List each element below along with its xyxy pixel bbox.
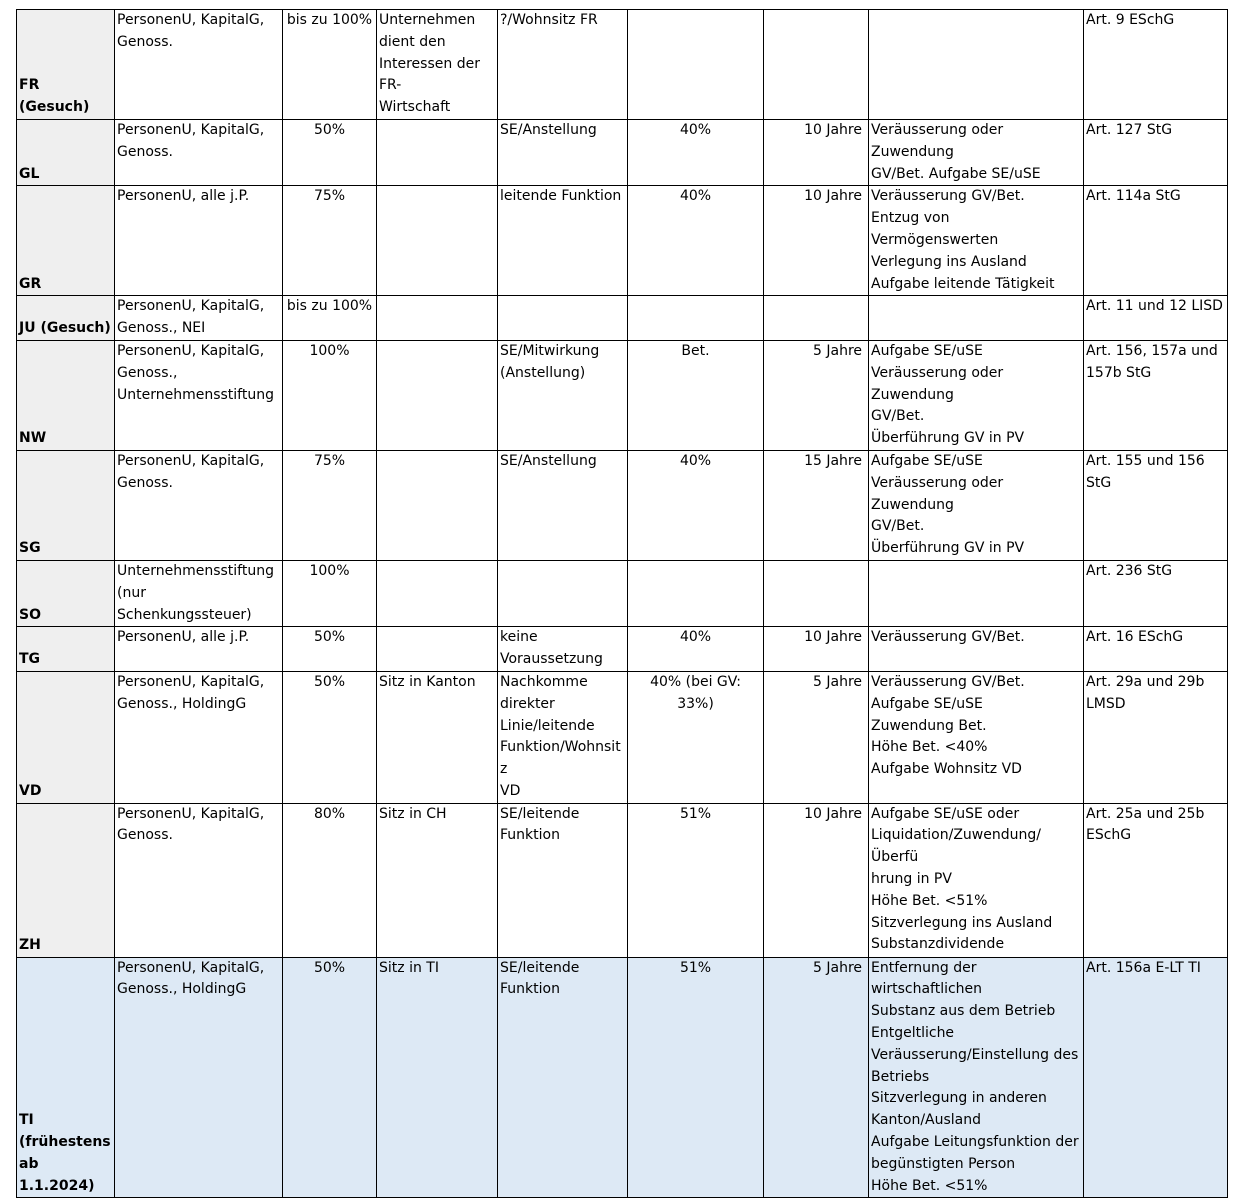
- table-row: [17, 296, 1228, 341]
- nachbesteuerung-cell: Entfernung der wirtschaftlichen Substanz aus dem Betrieb Entgeltliche Veräusserung/Einstellung des Betriebs Sitzverlegung in anderen Kanton/Ausland Aufgabe Leitungsfunktion der begünstigten Person Höhe Bet. <51%: [869, 957, 1084, 1198]
- voraussetzung-cell: SE/Anstellung: [498, 119, 628, 185]
- beteiligung-cell: [628, 10, 764, 120]
- sitz-cell: Sitz in CH: [377, 803, 498, 957]
- rechtsgrundlage-cell: Art. 29a und 29b LMSD: [1084, 671, 1228, 803]
- beteiligung-cell: 40%: [628, 186, 764, 296]
- frist-cell: 10 Jahre: [764, 627, 869, 672]
- frist-cell: [764, 296, 869, 341]
- canton-cell: ZH: [17, 803, 115, 957]
- nachbesteuerung-cell: [869, 560, 1084, 626]
- rechtsform-cell: PersonenU, alle j.P.: [115, 186, 283, 296]
- rechtsform-cell: PersonenU, KapitalG, Genoss., NEI: [115, 296, 283, 341]
- canton-cell: GL: [17, 119, 115, 185]
- rechtsgrundlage-cell: Art. 127 StG: [1084, 119, 1228, 185]
- sitz-cell: [377, 119, 498, 185]
- ermaessigung-cell: bis zu 100%: [283, 296, 377, 341]
- beteiligung-cell: [628, 560, 764, 626]
- canton-cell: FR (Gesuch): [17, 10, 115, 120]
- sitz-cell: [377, 186, 498, 296]
- voraussetzung-cell: [498, 296, 628, 341]
- rechtsgrundlage-cell: Art. 156a E-LT TI: [1084, 957, 1228, 1198]
- frist-cell: 10 Jahre: [764, 803, 869, 957]
- ermaessigung-cell: bis zu 100%: [283, 10, 377, 120]
- canton-cell: VD: [17, 671, 115, 803]
- rechtsgrundlage-cell: Art. 155 und 156 StG: [1084, 450, 1228, 560]
- canton-cell: JU (Gesuch): [17, 296, 115, 341]
- ermaessigung-cell: 80%: [283, 803, 377, 957]
- table-row: [17, 450, 1228, 560]
- voraussetzung-cell: SE/leitende Funktion: [498, 957, 628, 1198]
- canton-cell: GR: [17, 186, 115, 296]
- table-row: [17, 560, 1228, 626]
- rechtsgrundlage-cell: Art. 156, 157a und 157b StG: [1084, 340, 1228, 450]
- nachbesteuerung-cell: Veräusserung oder Zuwendung GV/Bet. Aufgabe SE/uSE: [869, 119, 1084, 185]
- ermaessigung-cell: 50%: [283, 627, 377, 672]
- sitz-cell: Sitz in Kanton: [377, 671, 498, 803]
- voraussetzung-cell: SE/leitende Funktion: [498, 803, 628, 957]
- ermaessigung-cell: 50%: [283, 671, 377, 803]
- rechtsform-cell: PersonenU, alle j.P.: [115, 627, 283, 672]
- sitz-cell: [377, 340, 498, 450]
- nachbesteuerung-cell: Aufgabe SE/uSE oder Liquidation/Zuwendung/Überfü hrung in PV Höhe Bet. <51% Sitzverlegung ins Ausland Substanzdividende: [869, 803, 1084, 957]
- frist-cell: [764, 560, 869, 626]
- rechtsgrundlage-cell: Art. 11 und 12 LISD: [1084, 296, 1228, 341]
- canton-comparison-table: [16, 9, 1228, 1198]
- rechtsgrundlage-cell: Art. 9 ESchG: [1084, 10, 1228, 120]
- frist-cell: 15 Jahre: [764, 450, 869, 560]
- frist-cell: 10 Jahre: [764, 186, 869, 296]
- beteiligung-cell: 40%: [628, 627, 764, 672]
- nachbesteuerung-cell: [869, 296, 1084, 341]
- sitz-cell: [377, 296, 498, 341]
- nachbesteuerung-cell: [869, 10, 1084, 120]
- beteiligung-cell: Bet.: [628, 340, 764, 450]
- frist-cell: 5 Jahre: [764, 671, 869, 803]
- voraussetzung-cell: SE/Anstellung: [498, 450, 628, 560]
- voraussetzung-cell: keine Voraussetzung: [498, 627, 628, 672]
- sitz-cell: [377, 560, 498, 626]
- beteiligung-cell: 40%: [628, 450, 764, 560]
- table-row: [17, 340, 1228, 450]
- rechtsgrundlage-cell: Art. 16 ESchG: [1084, 627, 1228, 672]
- table-row: [17, 671, 1228, 803]
- table-row: [17, 627, 1228, 672]
- voraussetzung-cell: leitende Funktion: [498, 186, 628, 296]
- table-row: [17, 119, 1228, 185]
- rechtsgrundlage-cell: Art. 114a StG: [1084, 186, 1228, 296]
- canton-cell: SG: [17, 450, 115, 560]
- table-row: [17, 10, 1228, 120]
- table-row: [17, 186, 1228, 296]
- frist-cell: [764, 10, 869, 120]
- rechtsgrundlage-cell: Art. 236 StG: [1084, 560, 1228, 626]
- canton-cell: NW: [17, 340, 115, 450]
- sitz-cell: Sitz in TI: [377, 957, 498, 1198]
- canton-cell: TG: [17, 627, 115, 672]
- rechtsform-cell: PersonenU, KapitalG, Genoss., Unternehmensstiftung: [115, 340, 283, 450]
- nachbesteuerung-cell: Veräusserung GV/Bet. Aufgabe SE/uSE Zuwendung Bet. Höhe Bet. <40% Aufgabe Wohnsitz VD: [869, 671, 1084, 803]
- ermaessigung-cell: 100%: [283, 340, 377, 450]
- rechtsform-cell: PersonenU, KapitalG, Genoss.: [115, 450, 283, 560]
- beteiligung-cell: 51%: [628, 803, 764, 957]
- sitz-cell: [377, 450, 498, 560]
- nachbesteuerung-cell: Aufgabe SE/uSE Veräusserung oder Zuwendung GV/Bet. Überführung GV in PV: [869, 340, 1084, 450]
- voraussetzung-cell: [498, 560, 628, 626]
- rechtsform-cell: PersonenU, KapitalG, Genoss., HoldingG: [115, 671, 283, 803]
- rechtsform-cell: PersonenU, KapitalG, Genoss.: [115, 10, 283, 120]
- table-row: [17, 803, 1228, 957]
- canton-cell: TI (frühestens ab 1.1.2024): [17, 957, 115, 1198]
- ermaessigung-cell: 75%: [283, 450, 377, 560]
- ermaessigung-cell: 50%: [283, 957, 377, 1198]
- sitz-cell: Unternehmen dient den Interessen der FR- Wirtschaft: [377, 10, 498, 120]
- ermaessigung-cell: 75%: [283, 186, 377, 296]
- voraussetzung-cell: ?/Wohnsitz FR: [498, 10, 628, 120]
- rechtsform-cell: PersonenU, KapitalG, Genoss.: [115, 803, 283, 957]
- frist-cell: 5 Jahre: [764, 957, 869, 1198]
- beteiligung-cell: 40% (bei GV: 33%): [628, 671, 764, 803]
- frist-cell: 10 Jahre: [764, 119, 869, 185]
- rechtsform-cell: PersonenU, KapitalG, Genoss., HoldingG: [115, 957, 283, 1198]
- frist-cell: 5 Jahre: [764, 340, 869, 450]
- sitz-cell: [377, 627, 498, 672]
- voraussetzung-cell: Nachkomme direkter Linie/leitende Funktion/Wohnsitz VD: [498, 671, 628, 803]
- beteiligung-cell: [628, 296, 764, 341]
- nachbesteuerung-cell: Veräusserung GV/Bet. Entzug von Vermögenswerten Verlegung ins Ausland Aufgabe leitende Tätigkeit: [869, 186, 1084, 296]
- canton-cell: SO: [17, 560, 115, 626]
- voraussetzung-cell: SE/Mitwirkung (Anstellung): [498, 340, 628, 450]
- rechtsform-cell: Unternehmensstiftung (nur Schenkungssteuer): [115, 560, 283, 626]
- beteiligung-cell: 51%: [628, 957, 764, 1198]
- rechtsgrundlage-cell: Art. 25a und 25b ESchG: [1084, 803, 1228, 957]
- rechtsform-cell: PersonenU, KapitalG, Genoss.: [115, 119, 283, 185]
- nachbesteuerung-cell: Aufgabe SE/uSE Veräusserung oder Zuwendung GV/Bet. Überführung GV in PV: [869, 450, 1084, 560]
- table-row: [17, 957, 1228, 1198]
- beteiligung-cell: 40%: [628, 119, 764, 185]
- ermaessigung-cell: 100%: [283, 560, 377, 626]
- nachbesteuerung-cell: Veräusserung GV/Bet.: [869, 627, 1084, 672]
- ermaessigung-cell: 50%: [283, 119, 377, 185]
